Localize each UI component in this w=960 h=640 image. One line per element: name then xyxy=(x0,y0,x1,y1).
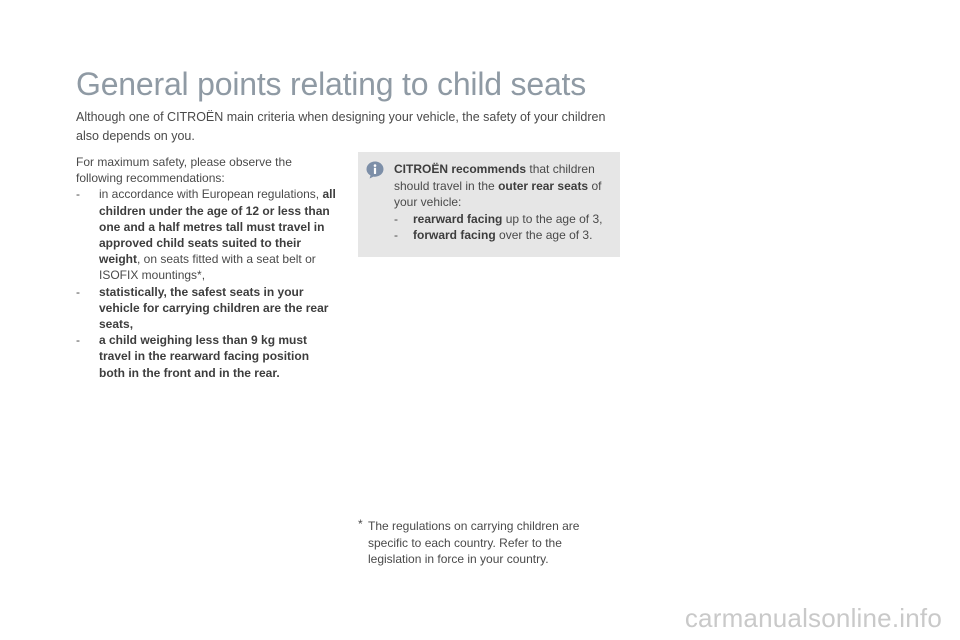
info-list xyxy=(394,211,612,244)
list-dash: - xyxy=(76,333,80,348)
info-bold: outer rear seats xyxy=(498,178,589,193)
recommendations-lead: For maximum safety, please observe the following recommendations: xyxy=(76,155,292,186)
list-item-text: in accordance with European regulations, xyxy=(99,187,323,202)
recommendations-list xyxy=(76,186,338,380)
footnote-star: * xyxy=(358,517,363,531)
list-item-bold: a child weighing less than 9 kg must travel in the rearward facing position both in the front and in the rear. xyxy=(99,333,310,380)
list-item xyxy=(394,227,612,244)
watermark: carmanualsonline.info xyxy=(684,603,942,633)
list-item-bold: forward facing xyxy=(413,228,496,242)
list-dash: - xyxy=(394,211,398,226)
list-dash: - xyxy=(76,284,80,299)
info-bold: CITROËN recommends xyxy=(394,162,527,176)
list-item xyxy=(394,211,612,228)
list-dash: - xyxy=(394,228,398,242)
list-item-bold: rearward facing xyxy=(413,211,503,226)
list-item-bold: statistically, the safest seats in your vehicle for carrying children are the rear seats, xyxy=(99,284,329,332)
footnote xyxy=(358,517,614,568)
info-box-text xyxy=(394,161,612,211)
list-item-text: over the age of 3. xyxy=(495,228,593,242)
info-text: that children should travel in the xyxy=(394,162,595,193)
page-title: General points relating to child seats xyxy=(76,66,587,102)
info-box xyxy=(358,152,620,257)
recommendations-section xyxy=(76,154,338,381)
info-text: of your vehicle: xyxy=(394,178,602,209)
list-item-text: , on seats fitted with a seat belt or ISOFIX mountings*, xyxy=(99,252,316,283)
list-item-bold: all children under the age of 12 or less than one and a half metres tall must travel in approved child seats suited to their weight xyxy=(99,187,336,267)
info-icon xyxy=(366,161,384,179)
intro-paragraph: Although one of CITROËN main criteria when designing your vehicle, the safety of your children also depends on you. xyxy=(76,110,606,143)
list-item-text: up to the age of 3, xyxy=(502,211,603,226)
footnote-text: The regulations on carrying children are specific to each country. Refer to the legislation in force in your country. xyxy=(368,519,580,566)
list-item xyxy=(76,284,338,333)
list-item xyxy=(76,332,338,381)
list-item xyxy=(76,186,338,283)
list-dash: - xyxy=(76,187,80,202)
